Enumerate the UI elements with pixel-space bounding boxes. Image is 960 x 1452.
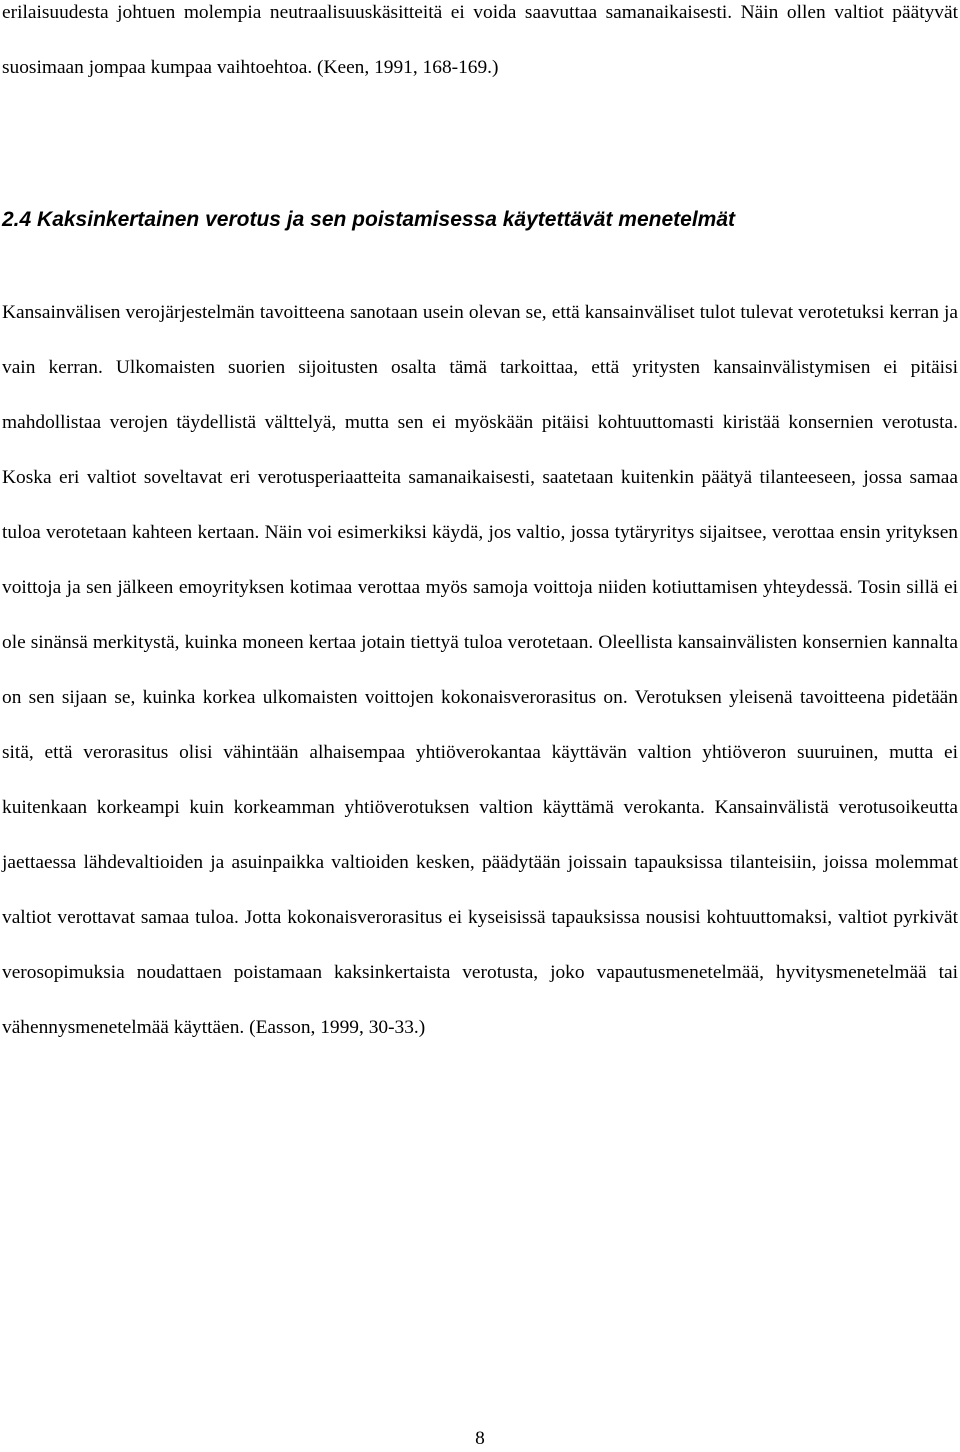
section-heading: 2.4 Kaksinkertainen verotus ja sen poistamisessa käytettävät menetelmät	[2, 208, 736, 231]
intro-paragraph: erilaisuudesta johtuen molempia neutraalisuuskäsitteitä ei voida saavuttaa samanaikaisesti. Näin ollen valtiot päätyvät suosimaan jompaa kumpaa vaihtoehtoa. (Keen, 1991, 168-169.)	[2, 2, 958, 78]
page-number: 8	[475, 1428, 485, 1449]
body-paragraph: Kansainvälisen verojärjestelmän tavoitteena sanotaan usein olevan se, että kansainväliset tulot tulevat verotetuksi kerran ja vain kerran. Ulkomaisten suorien sijoitusten osalta tämä tarkoittaa, että yritysten kansainvälistymisen ei pitäisi mahdollistaa verojen täydellistä välttelyä, mutta sen ei myöskään pitäisi kohtuuttomasti kiristää konsernien verotusta. Koska eri valtiot soveltavat eri verotusperiaatteita samanaikaisesti, saatetaan kuitenkin päätyä tilanteeseen, jossa samaa tuloa verotetaan kahteen kertaan. Näin voi esimerkiksi käydä, jos valtio, jossa tytäryritys sijaitsee, verottaa ensin yrityksen voittoja ja sen jälkeen emoyrityksen kotimaa verottaa myös samoja voittoja niiden kotiuttamisen yhteydessä. Tosin sillä ei ole sinänsä merkitystä, kuinka moneen kertaa jotain tiettyä tuloa verotetaan. Oleellista kansainvälisten konsernien kannalta on sen sijaan se, kuinka korkea ulkomaisten voittojen kokonaisverorasitus on. Verotuksen yleisenä tavoitteena pidetään sitä, että verorasitus olisi vähintään alhaisempaa yhtiöverokantaa käyttävän valtion yhtiöveron suuruinen, mutta ei kuitenkaan korkeampi kuin korkeamman yhtiöverotuksen valtion käyttämä verokanta. Kansainvälistä verotusoikeutta jaettaessa lähdevaltioiden ja asuinpaikka valtioiden kesken, päädytään joissain tapauksissa tilanteisiin, joissa molemmat valtiot verottavat samaa tuloa. Jotta kokonaisverorasitus ei kyseisissä tapauksissa nousisi kohtuuttomaksi, valtiot pyrkivät verosopimuksia noudattaen poistamaan kaksinkertaista verotusta, joko vapautusmenetelmää, hyvitysmenetelmää tai vähennysmenetelmää käyttäen. (Easson, 1999, 30-33.)	[2, 302, 958, 1038]
